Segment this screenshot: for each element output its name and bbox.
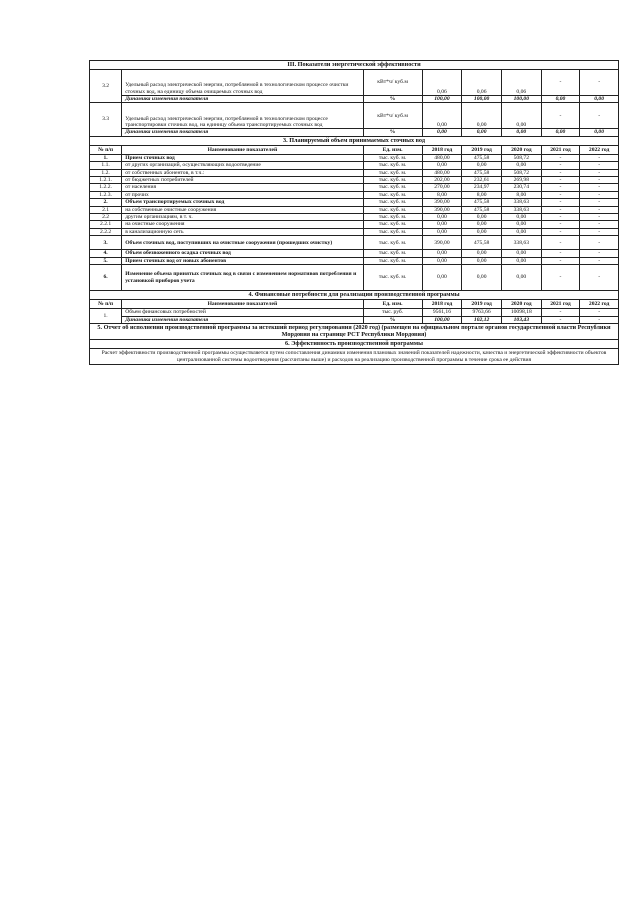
unit: тыс. куб. м. [363,191,422,198]
header-cell: Ед. изм. [363,300,422,309]
unit: тыс. куб. м. [363,250,422,257]
indicator-name: Прием сточных вод [122,154,363,161]
dynamics-2019: 100,00 [462,96,502,103]
dynamics-2018: 0,00 [422,129,462,136]
value-2020: 0,00 [501,162,541,169]
value-2022: - [580,70,619,96]
volume-table-body [90,154,619,290]
row-number: 1.2. [90,169,122,176]
energy-efficiency-table [89,60,619,365]
value-2020: 10098,18 [501,309,541,316]
value-2020: 0,00 [501,228,541,235]
value-2019: 475,58 [462,199,502,206]
value-2018: 0,00 [422,221,462,228]
value-2018: 0,00 [422,265,462,291]
header-cell: № п/п [90,145,122,154]
row-number: 1.2.1. [90,177,122,184]
value-2019: 0,00 [462,162,502,169]
unit: тыс. куб. м. [363,265,422,291]
value-2018: 8,00 [422,191,462,198]
table-row [90,309,619,316]
row-number: 1. [90,154,122,161]
row-number: 4. [90,250,122,257]
efficiency-text: Расчет эффективности производственной программы осуществляется путем сопоставления динамики изменения плановых значений показателей надежности, качества и энергетической эффективности объектов централизованной системы водоотведения (рассчитаны выше) и расходов на реализацию производственной программы в течение срока ее действия [90,348,619,364]
dynamics-2022: - [580,316,619,323]
value-2021: - [541,206,580,213]
value-2019: 0,00 [462,103,502,129]
table-row [90,265,619,291]
indicator-name: Объем обезвоженного осадка сточных вод [122,250,363,257]
header-cell: 2020 год [501,145,541,154]
row-number: 3. [90,236,122,250]
value-2019: 0,00 [462,214,502,221]
section-title: 6. Эффективность производственной программы [90,339,619,348]
unit: кВт*ч/ куб.м [363,103,422,129]
unit: тыс. куб. м. [363,184,422,191]
header-cell: 2022 год [580,300,619,309]
table-row [90,250,619,257]
header-cell: 2018 год [422,145,462,154]
dynamics-2021: 0,00 [541,96,580,103]
unit: тыс. куб. м. [363,162,422,169]
value-2020: 0,00 [501,265,541,291]
dynamics-2022: 0,00 [580,129,619,136]
header-cell: Ед. изм. [363,145,422,154]
header-cell: 2020 год [501,300,541,309]
value-2018: 0,00 [422,214,462,221]
value-2018: 0,00 [422,228,462,235]
header-cell: 2022 год [580,145,619,154]
indicator-name: Изменение объема принятых сточных вод в связи с изменением нормативов потребления и установкой приборов учета [122,265,363,291]
value-2019: 8,00 [462,191,502,198]
unit: тыс. куб. м. [363,214,422,221]
value-2019: 234,97 [462,184,502,191]
unit: тыс. куб. м. [363,169,422,176]
indicator-name: Удельный расход электрической энергии, потребляемой в технологическом процессе транспортировки сточных вод, на единицу объема транспортируемых сточных вод [122,103,363,129]
header-cell: 2019 год [462,300,502,309]
value-2021: - [541,228,580,235]
unit: тыс. куб. м. [363,206,422,213]
table-row [90,236,619,250]
value-2018: 390,00 [422,199,462,206]
unit: тыс. куб. м. [363,199,422,206]
value-2021: - [541,199,580,206]
value-2022: - [580,214,619,221]
value-2018: 480,00 [422,169,462,176]
value-2022: - [580,221,619,228]
value-2020: 230,74 [501,184,541,191]
table-row [90,199,619,206]
value-2022: - [580,177,619,184]
value-2018: 202,00 [422,177,462,184]
indicator-name: Объем транспортируемых сточных вод [122,199,363,206]
value-2022: - [580,199,619,206]
value-2022: - [580,191,619,198]
value-2022: - [580,265,619,291]
table-row [90,257,619,264]
value-2019: 475,58 [462,169,502,176]
row-number: 2.2.2 [90,228,122,235]
unit: тыс. куб. м. [363,177,422,184]
value-2021: - [541,214,580,221]
table-row [90,154,619,161]
row-number: 2. [90,199,122,206]
row-number: 2.2.1 [90,221,122,228]
value-2022: - [580,154,619,161]
value-2020: 0,00 [501,103,541,129]
table-header-row [90,300,619,309]
value-2022: - [580,206,619,213]
header-cell: Наименование показателей [122,145,363,154]
value-2022: - [580,236,619,250]
value-2019: 9763,66 [462,309,502,316]
dynamics-label: Динамика изменения показателя [122,129,363,136]
value-2020: 0,00 [501,257,541,264]
value-2021: - [541,169,580,176]
value-2021: - [541,221,580,228]
dynamics-2020: 0,00 [501,129,541,136]
value-2021: - [541,162,580,169]
value-2018: 0,00 [422,103,462,129]
dynamics-2020: 103,43 [501,316,541,323]
document-page [89,60,619,365]
indicator-name: от прочих [122,191,363,198]
value-2019: 0,00 [462,228,502,235]
table-row [90,177,619,184]
table-row [90,228,619,235]
table-row [90,206,619,213]
value-2018: 390,00 [422,206,462,213]
value-2020: 0,06 [501,70,541,96]
section-title: III. Показатели энергетической эффективности [90,61,619,70]
value-2018: 480,00 [422,154,462,161]
row-number: 2.2 [90,214,122,221]
value-2019: 475,58 [462,206,502,213]
value-2019: 0,00 [462,221,502,228]
value-2021: - [541,257,580,264]
table-row [90,191,619,198]
indicator-name: на очистные сооружения [122,221,363,228]
dynamics-2019: 0,00 [462,129,502,136]
header-cell: 2019 год [462,145,502,154]
value-2021: - [541,177,580,184]
value-2022: - [580,309,619,316]
table-row [90,184,619,191]
unit: кВт*ч/ куб.м [363,70,422,96]
value-2018: 0,00 [422,250,462,257]
unit: тыс. куб. м. [363,221,422,228]
indicator-name: Объем сточных вод, поступивших на очистные сооружения (прошедших очистку) [122,236,363,250]
value-2019: 232,61 [462,177,502,184]
row-number: 1.1. [90,162,122,169]
value-2019: 475,58 [462,236,502,250]
value-2022: - [580,162,619,169]
row-number: 1.2.3. [90,191,122,198]
indicator-name: от бюджетных потребителей [122,177,363,184]
unit: тыс. куб. м. [363,257,422,264]
section-title: 5. Отчет об исполнении производственной программы за истекший период регулирования (2020 год) (размещен на официальном портале органов государственной власти Республики Мордовия на странице РСТ Республики Мордовия) [90,323,619,339]
section-title: 4. Финансовые потребности для реализации производственной программы [90,291,619,300]
value-2018: 0,00 [422,162,462,169]
value-2018: 390,00 [422,236,462,250]
value-2019: 0,06 [462,70,502,96]
value-2020: 8,00 [501,191,541,198]
table-row [90,214,619,221]
row-number: 2.1 [90,206,122,213]
header-cell: № п/п [90,300,122,309]
value-2018: 270,00 [422,184,462,191]
value-2019: 0,00 [462,265,502,291]
unit: тыс. куб. м. [363,236,422,250]
indicator-name: Удельный расход электрической энергии, потребляемой в технологическом процессе очистки сточных вод, на единицу объема очищаемых сточных вод [122,70,363,96]
dynamics-2019: 102,12 [462,316,502,323]
value-2021: - [541,236,580,250]
table-row [90,169,619,176]
value-2021: - [541,70,580,96]
row-number: 3.2 [90,70,122,103]
unit: тыс. куб. м. [363,228,422,235]
indicator-name: в канализационную сеть [122,228,363,235]
value-2019: 0,00 [462,250,502,257]
indicator-name: от населения [122,184,363,191]
row-number: 3.3 [90,103,122,136]
dynamics-unit: % [363,129,422,136]
dynamics-label: Динамика изменения показателя [122,316,363,323]
dynamics-2022: 0,00 [580,96,619,103]
row-number: 6. [90,265,122,291]
value-2022: - [580,257,619,264]
row-number: 5. [90,257,122,264]
table-header-row [90,145,619,154]
indicator-name: другим организациям, в т. ч. [122,214,363,221]
indicator-name: Объем финансовых потребностей [122,309,363,316]
value-2021: - [541,184,580,191]
value-2020: 508,72 [501,154,541,161]
dynamics-unit: % [363,316,422,323]
value-2021: - [541,309,580,316]
header-cell: 2021 год [541,300,580,309]
table-row [90,316,619,323]
value-2021: - [541,265,580,291]
value-2022: - [580,250,619,257]
value-2022: - [580,184,619,191]
indicator-name: от других организаций, осуществляющих водоотведение [122,162,363,169]
value-2021: - [541,103,580,129]
value-2020: 0,00 [501,250,541,257]
value-2022: - [580,169,619,176]
value-2021: - [541,250,580,257]
row-number: 1. [90,309,122,324]
value-2022: - [580,103,619,129]
value-2021: - [541,191,580,198]
dynamics-2018: 100,00 [422,96,462,103]
dynamics-2021: 0,00 [541,129,580,136]
table-row [90,221,619,228]
section-title: 3. Планируемый объем принимаемых сточных вод [90,136,619,145]
header-cell: 2021 год [541,145,580,154]
dynamics-2020: 100,00 [501,96,541,103]
value-2020: 338,63 [501,236,541,250]
value-2022: - [580,228,619,235]
dynamics-2021: - [541,316,580,323]
header-cell: Наименование показателей [122,300,363,309]
dynamics-2018: 100,00 [422,316,462,323]
indicator-name: от собственных абонентов, в т.ч.: [122,169,363,176]
value-2020: 338,63 [501,206,541,213]
value-2019: 0,00 [462,257,502,264]
value-2021: - [541,154,580,161]
dynamics-label: Динамика изменения показателя [122,96,363,103]
unit: тыс. руб. [363,309,422,316]
value-2020: 508,72 [501,169,541,176]
value-2018: 9561,16 [422,309,462,316]
indicator-name: на собственные очистные сооружения [122,206,363,213]
row-number: 1.2.2. [90,184,122,191]
table-row [90,162,619,169]
value-2018: 0,06 [422,70,462,96]
value-2020: 0,00 [501,221,541,228]
value-2019: 475,58 [462,154,502,161]
value-2018: 0,00 [422,257,462,264]
value-2020: 338,63 [501,199,541,206]
indicator-name: Прием сточных вод от новых абонентов [122,257,363,264]
header-cell: 2018 год [422,300,462,309]
unit: тыс. куб. м. [363,154,422,161]
value-2020: 269,98 [501,177,541,184]
value-2020: 0,00 [501,214,541,221]
dynamics-unit: % [363,96,422,103]
